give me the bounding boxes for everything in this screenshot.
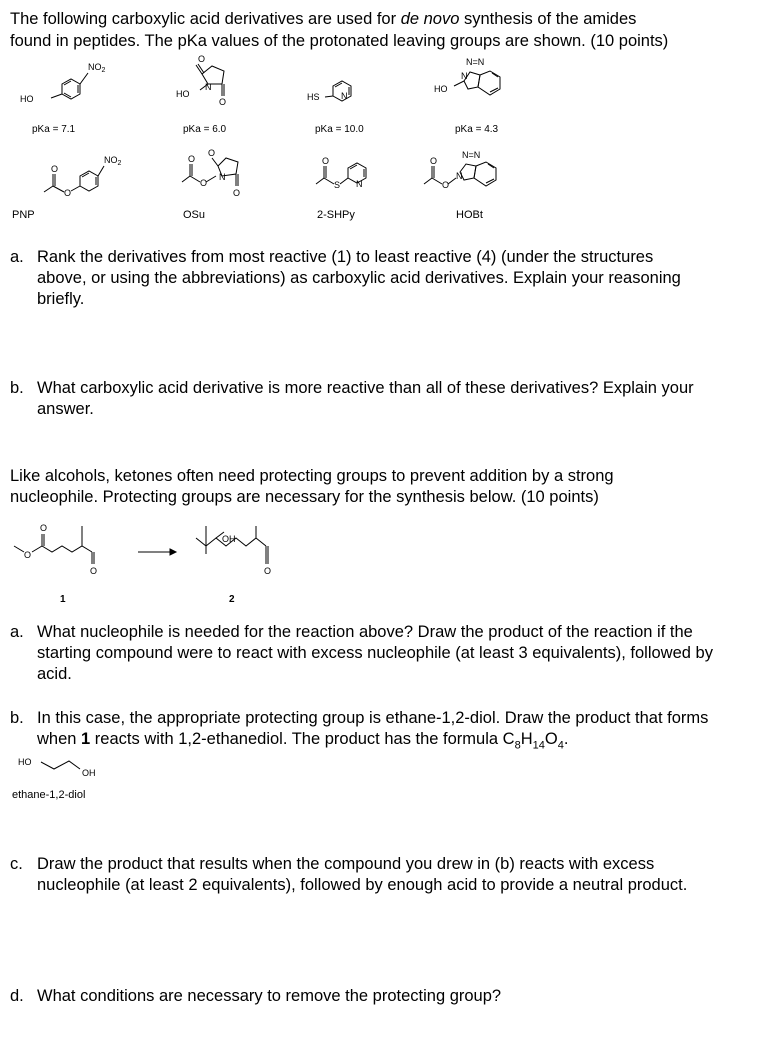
structure-n-hydroxysuccinimide [172, 52, 252, 117]
structure-ethane-1-2-diol [14, 752, 124, 787]
intro2-line-2: nucleophile. Protecting groups are necessary for the synthesis below. (10 points) [10, 488, 599, 506]
svg-text:O: O [200, 178, 208, 188]
derivative-abbr-pnp: PNP [12, 209, 35, 221]
svg-text:S: S [334, 180, 341, 190]
atom-oh: OH [222, 534, 236, 544]
structure-p-nitrophenol [18, 58, 118, 108]
svg-text:O: O [219, 97, 227, 107]
svg-text:O: O [442, 180, 450, 190]
structure-2-shpy-thioester [312, 148, 392, 198]
intro-line-2: found in peptides. The pKa values of the protonated leaving groups are shown. (10 points) [10, 32, 669, 50]
pka-label: pKa = 6.0 [183, 124, 227, 135]
svg-text:O: O [40, 523, 48, 533]
question-label: d. [10, 987, 24, 1005]
structure-hobt [432, 55, 522, 110]
atom-n: N [461, 71, 468, 81]
question-text: What carboxylic acid derivative is more reactive than all of these derivatives? Explain your answer. [37, 379, 694, 418]
svg-text:N: N [356, 179, 363, 189]
question-label: a. [10, 248, 24, 266]
svg-text:O: O [24, 550, 32, 560]
svg-text:N: N [219, 172, 226, 182]
atom-ho: HO [20, 94, 34, 104]
structure-pnp-ester [40, 148, 150, 198]
atom-n: N [341, 91, 348, 101]
derivative-abbr-2-shpy: 2-SHPy [317, 209, 355, 221]
atom-oh: OH [82, 768, 96, 778]
svg-text:O: O [51, 164, 59, 174]
intro-line-1: The following carboxylic acid derivatives are used for de novo synthesis of the amides [10, 10, 637, 28]
atom-ho: HO [434, 84, 448, 94]
compound-label-2: 2 [229, 594, 235, 605]
question-text: Draw the product that results when the compound you drew in (b) reacts with excess nucleophile (at least 2 equivalents), followed by enough acid to provide a neutral product. [37, 855, 688, 894]
question-text: Rank the derivatives from most reactive (1) to least reactive (4) (under the structures above, or using the abbreviations) as carboxylic acid derivatives. Explain your reasoning briefly. [37, 248, 681, 308]
intro2-line-1: Like alcohols, ketones often need protecting groups to prevent addition by a strong [10, 467, 614, 485]
question-text: In this case, the appropriate protecting group is ethane-1,2-diol. Draw the product that forms when 1 reacts with 1,2-ethanediol. The product has the formula $C_8H_{14}O_4$. [37, 709, 709, 752]
atom-ho: HO [176, 89, 190, 99]
structure-2-mercaptopyridine [305, 62, 385, 107]
svg-text:O: O [264, 566, 272, 576]
atom-n: N [205, 82, 212, 92]
diol-name: ethane-1,2-diol [12, 789, 86, 801]
derivative-abbr-osu: OSu [183, 209, 206, 221]
svg-text:NO2: $NO_2$ [104, 155, 122, 167]
svg-text:O: O [208, 148, 216, 158]
svg-text:N=N: N=N [462, 150, 481, 160]
svg-text:O: O [64, 188, 72, 198]
svg-text:O: O [188, 154, 196, 164]
atom-ho: HO [18, 757, 32, 767]
compound-label-1: 1 [60, 594, 66, 605]
derivative-abbr-hobt: HOBt [456, 209, 483, 221]
question-label: b. [10, 709, 24, 727]
question-text: What nucleophile is needed for the reaction above? Draw the product of the reaction if the starting compound were to react with excess nucleophile (at least 3 equivalents), followed by acid. [37, 623, 713, 683]
svg-text:O: O [233, 188, 241, 198]
atom-nn: N=N [466, 57, 485, 67]
svg-text:O: O [322, 156, 330, 166]
pka-label: pKa = 4.3 [455, 124, 499, 135]
svg-text:O: O [198, 54, 206, 64]
structure-hobt-ester [420, 148, 520, 198]
reaction-scheme [10, 518, 290, 588]
pka-label: pKa = 7.1 [32, 124, 76, 135]
atom-hs: HS [307, 92, 320, 102]
svg-text:N: N [456, 171, 463, 181]
question-text: What conditions are necessary to remove the protecting group? [37, 987, 502, 1005]
question-label: b. [10, 379, 24, 397]
atom-no2: $NO_2$ [88, 62, 106, 74]
svg-text:O: O [90, 566, 98, 576]
svg-text:O: O [430, 156, 438, 166]
question-label: a. [10, 623, 24, 641]
question-label: c. [10, 855, 23, 873]
pka-label: pKa = 10.0 [315, 124, 364, 135]
structure-osu-ester [178, 148, 268, 208]
